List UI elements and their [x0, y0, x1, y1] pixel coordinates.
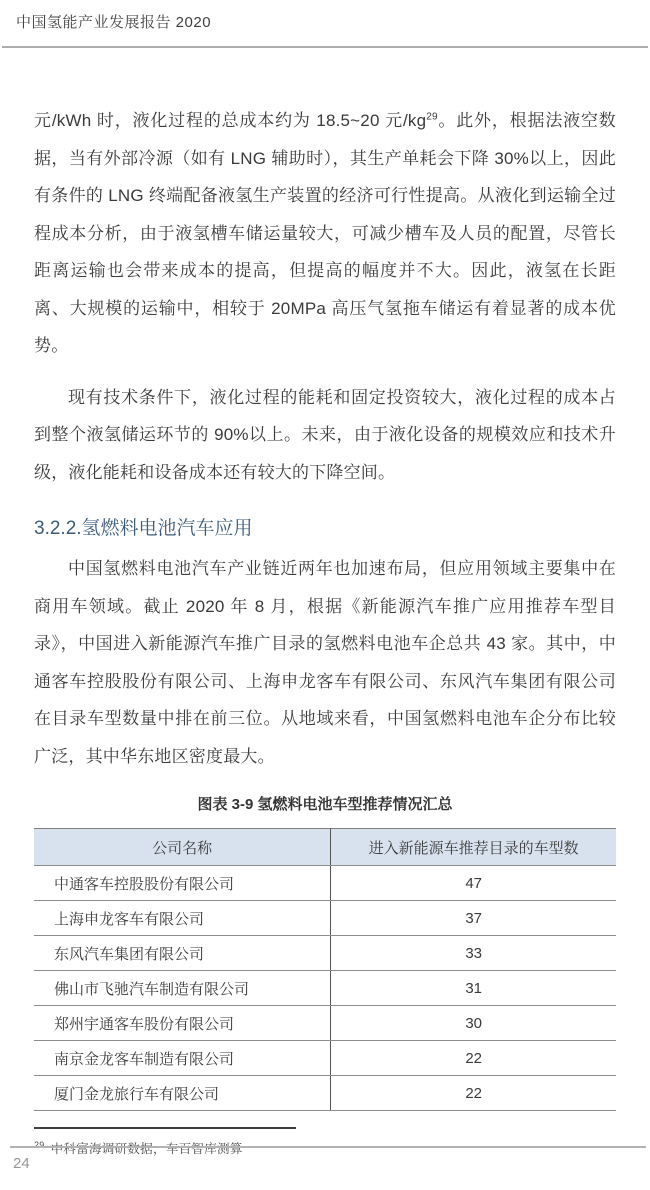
- count-cell: 33: [331, 936, 616, 971]
- count-cell: 47: [331, 866, 616, 901]
- page-footer: [10, 1146, 646, 1190]
- section-heading-3-2-2: 3.2.2.氢燃料电池汽车应用: [34, 518, 253, 539]
- report-title: 中国氢能产业发展报告 2020: [16, 14, 212, 31]
- count-cell: 30: [331, 1006, 616, 1041]
- para1-text-after-footnote: 。此外，根据法液空数据，当有外部冷源（如有 LNG 辅助时），其生产单耗会下降 30%以上，因此有条件的 LNG 终端配备液氢生产装置的经济可行性提高。从液化到运输全过程成本分析，由于液氢槽车储运量较大，可减少槽车及人员的配置，尽管长距离运输也会带来成本的提高，但提高的幅度并不大。因此，液氢在长距离、大规模的运输中，相较于 20MPa 高压气氢拖车储运有着显著的成本优势。: [34, 111, 616, 355]
- table-row: [34, 936, 616, 971]
- count-cell: 31: [331, 971, 616, 1006]
- column-header-company: 公司名称: [34, 829, 331, 866]
- table-caption: 图表 3-9 氢燃料电池车型推荐情况汇总: [197, 796, 453, 813]
- table-row: [34, 1006, 616, 1041]
- fcv-recommendation-table: [34, 828, 616, 1111]
- footnote-separator: [34, 1127, 296, 1129]
- company-cell: 上海申龙客车有限公司: [34, 901, 331, 936]
- table-row: [34, 901, 616, 936]
- table-row: [34, 1041, 616, 1076]
- footnote-ref-29: 29: [426, 111, 438, 123]
- page-header: [2, 0, 648, 48]
- company-cell: 东风汽车集团有限公司: [34, 936, 331, 971]
- page-body: [0, 48, 650, 1157]
- column-header-count: 进入新能源车推荐目录的车型数: [331, 829, 616, 866]
- company-cell: 厦门金龙旅行车有限公司: [34, 1076, 331, 1111]
- para1-text-before-footnote: 元/kWh 时，液化过程的总成本约为 18.5~20 元/kg: [34, 111, 427, 130]
- table-header: [34, 829, 616, 866]
- paragraph-liquefaction-cost: [34, 102, 616, 365]
- table-row: [34, 866, 616, 901]
- paragraph-liquefaction-energy: 现有技术条件下，液化过程的能耗和固定投资较大，液化过程的成本占到整个液氢储运环节的 90%以上。未来，由于液化设备的规模效应和技术升级，液化能耗和设备成本还有较大的下降空间。: [34, 387, 616, 482]
- company-cell: 郑州宇通客车股份有限公司: [34, 1006, 331, 1041]
- count-cell: 22: [331, 1076, 616, 1111]
- paragraph-fcv-applications: 中国氢燃料电池汽车产业链近两年也加速布局，但应用领域主要集中在商用车领域。截止 2020 年 8 月，根据《新能源汽车推广应用推荐车型目录》，中国进入新能源汽车推广目录的氢燃料电池车企总共 43 家。其中，中通客车控股股份有限公司、上海申龙客车有限公司、东风汽车集团有限公司在目录车型数量中排在前三位。从地域来看，中国氢燃料电池车企分布比较广泛，其中华东地区密度最大。: [34, 559, 616, 766]
- footnote-marker: 29: [34, 1139, 45, 1150]
- company-cell: 南京金龙客车制造有限公司: [34, 1041, 331, 1076]
- company-cell: 中通客车控股股份有限公司: [34, 866, 331, 901]
- count-cell: 37: [331, 901, 616, 936]
- table-header-row: [34, 829, 616, 866]
- page-number: 24: [13, 1155, 30, 1172]
- table-body: [34, 866, 616, 1111]
- footnote-text: 中科富海调研数据，车百智库测算: [50, 1142, 243, 1156]
- company-cell: 佛山市飞驰汽车制造有限公司: [34, 971, 331, 1006]
- count-cell: 22: [331, 1041, 616, 1076]
- table-row: [34, 971, 616, 1006]
- table-row: [34, 1076, 616, 1111]
